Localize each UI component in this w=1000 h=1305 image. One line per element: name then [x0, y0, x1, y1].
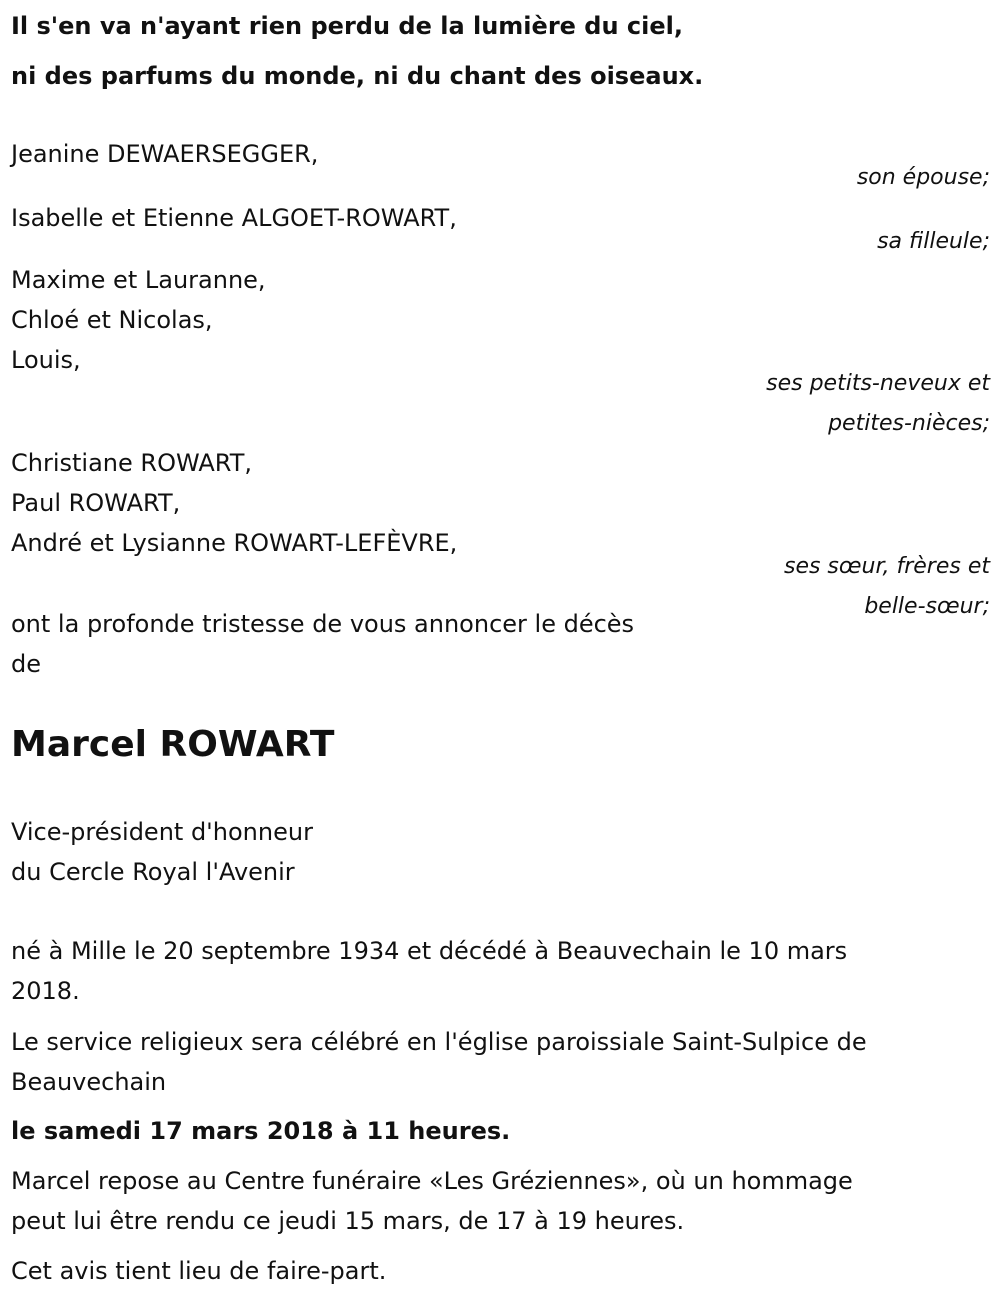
goddaughter-role: sa filleule; [877, 229, 990, 254]
closing-note: Cet avis tient lieu de faire-part. [11, 1257, 387, 1285]
grand-nephew-1: Maxime et Lauranne, [11, 266, 266, 294]
epigraph-line-2: ni des parfums du monde, ni du chant des oiseaux. [11, 62, 704, 90]
sibling-role-1: ses sœur, frères et [783, 554, 990, 579]
deceased-name: Marcel ROWART [11, 724, 335, 765]
sibling-1: Christiane ROWART, [11, 449, 253, 477]
wife-name: Jeanine DEWAERSEGGER, [11, 140, 319, 168]
birth-death-line-1: né à Mille le 20 septembre 1934 et décédé à Beauvechain le 10 mars [11, 937, 848, 965]
deceased-title-2: du Cercle Royal l'Avenir [11, 858, 295, 886]
grand-nephew-2: Chloé et Nicolas, [11, 306, 213, 334]
grand-role-2: petites-nièces; [828, 411, 990, 436]
rest-line-1: Marcel repose au Centre funéraire «Les Gréziennes», où un hommage [11, 1167, 853, 1195]
sibling-role-2: belle-sœur; [864, 594, 990, 619]
grand-role-1: ses petits-neveux et [766, 371, 990, 396]
announcement-line-1: ont la profonde tristesse de vous annoncer le décès [11, 610, 635, 638]
sibling-2: Paul ROWART, [11, 489, 181, 517]
service-date: le samedi 17 mars 2018 à 11 heures. [11, 1117, 511, 1145]
sibling-3: André et Lysianne ROWART-LEFÈVRE, [11, 529, 458, 557]
wife-role: son épouse; [856, 165, 990, 190]
goddaughter-name: Isabelle et Etienne ALGOET-ROWART, [11, 204, 457, 232]
epigraph-line-1: Il s'en va n'ayant rien perdu de la lumière du ciel, [11, 12, 683, 40]
service-line-2: Beauvechain [11, 1068, 167, 1096]
birth-death-line-2: 2018. [11, 977, 80, 1005]
rest-line-2: peut lui être rendu ce jeudi 15 mars, de 17 à 19 heures. [11, 1207, 685, 1235]
announcement-line-2: de [11, 650, 41, 678]
service-line-1: Le service religieux sera célébré en l'église paroissiale Saint-Sulpice de [11, 1028, 867, 1056]
deceased-title-1: Vice-président d'honneur [11, 818, 313, 846]
grand-nephew-3: Louis, [11, 346, 81, 374]
